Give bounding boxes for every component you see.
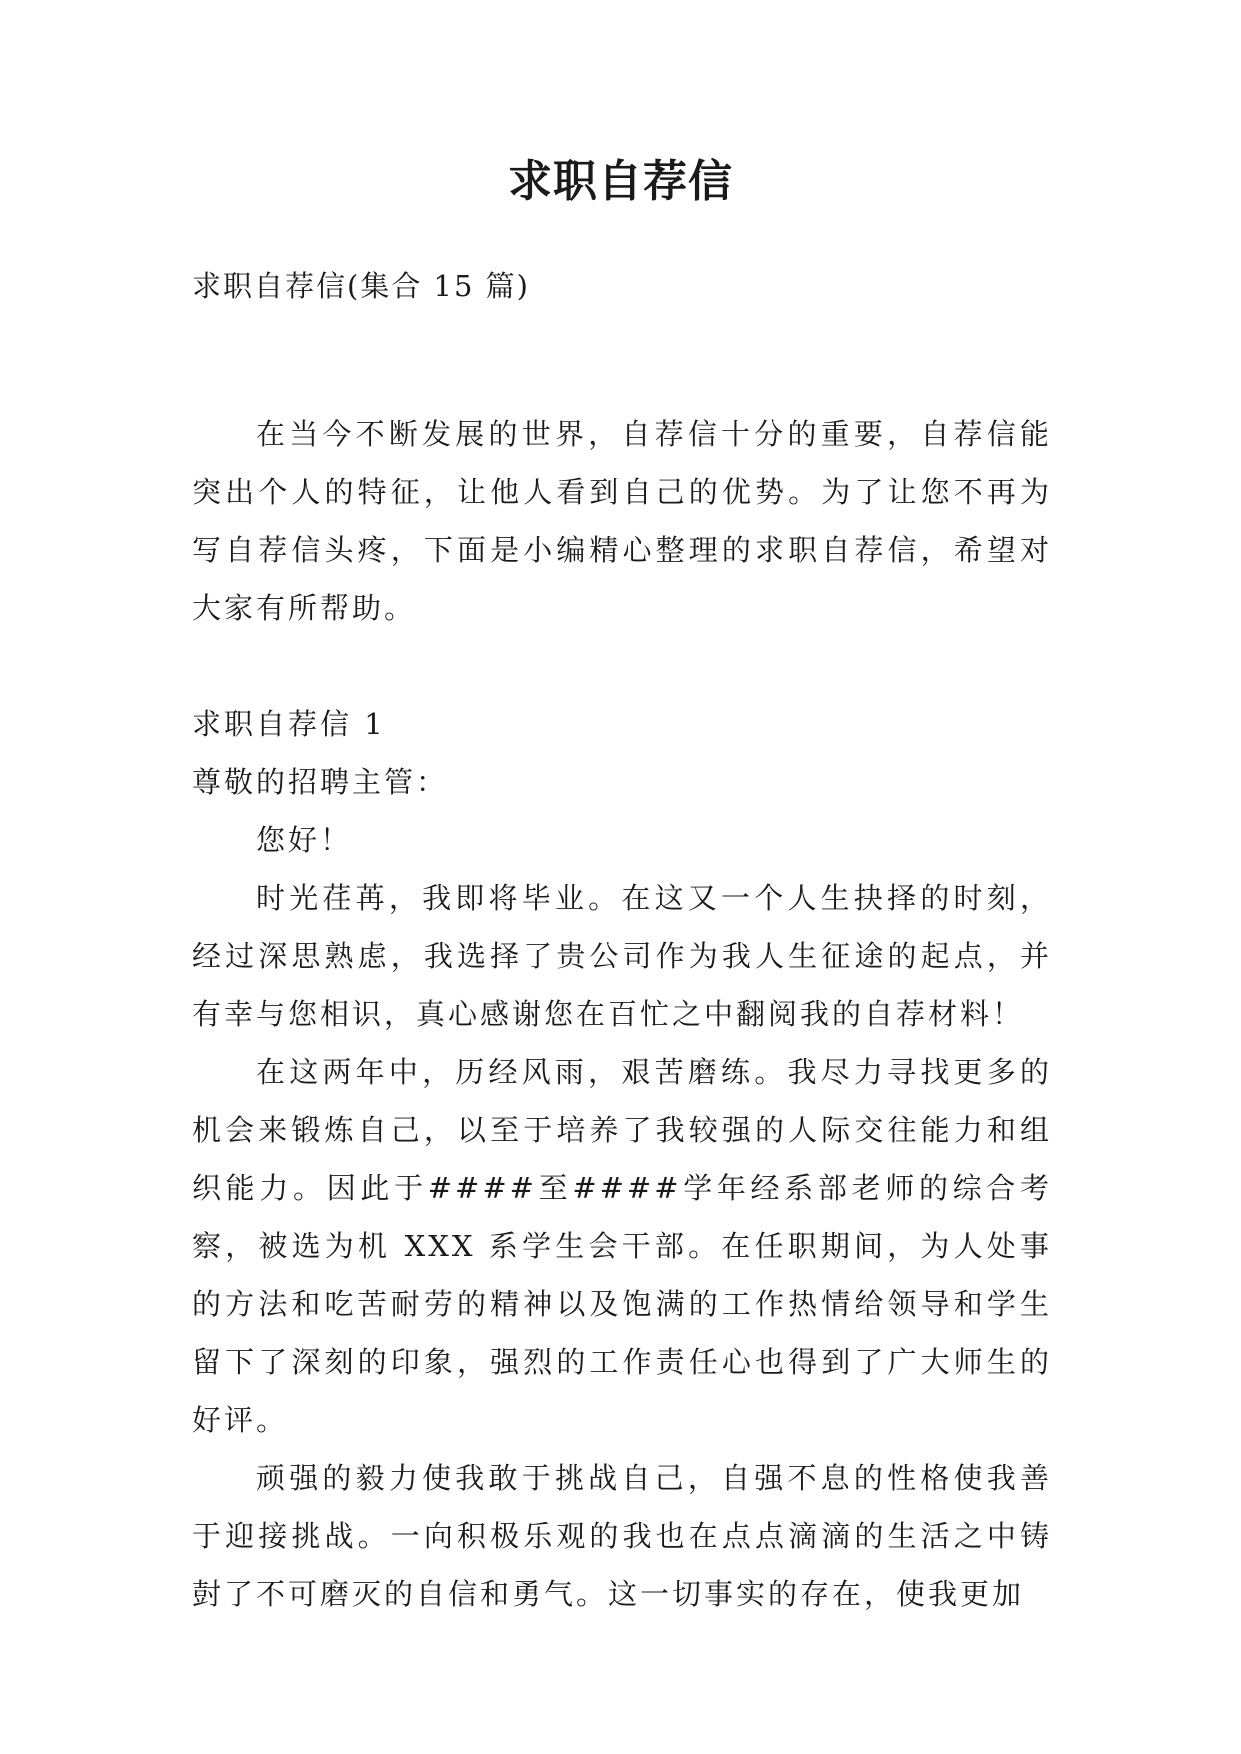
letter-paragraph: 在这两年中，历经风雨，艰苦磨练。我尽力寻找更多的机会来锻炼自己，以至于培养了我较强的人际交往能力和组织能力。因此于####至####学年经系部老师的综合考察，被选为机 XXX 系学生会干部。在任职期间，为人处事的方法和吃苦耐劳的精神以及饱满的工作热情给领导和学生留下了深刻的印象，强烈的工作责任心也得到了广大师生的好评。 xyxy=(192,1055,1052,1437)
letter-salutation: 尊敬的招聘主管： xyxy=(192,765,449,799)
letter-paragraph: 顽强的毅力使我敢于挑战自己，自强不息的性格使我善于迎接挑战。一向积极乐观的我也在点点滴滴的生活之中铸尌了不可磨灭的自信和勇气。这一切事实的存在，使我更加 xyxy=(192,1461,1052,1611)
intro-paragraph: 在当今不断发展的世界，自荐信十分的重要，自荐信能突出个人的特征，让他人看到自己的优势。为了让您不再为写自荐信头疼，下面是小编精心整理的求职自荐信，希望对大家有所帮助。 xyxy=(192,417,1052,625)
document-subtitle: 求职自荐信(集合 15 篇) xyxy=(192,269,530,303)
letter-greeting: 您好！ xyxy=(256,823,353,857)
letter-paragraph: 时光荏苒，我即将毕业。在这又一个人生抉择的时刻，经过深思熟虑，我选择了贵公司作为我人生征途的起点，并有幸与您相识，真心感谢您在百忙之中翻阅我的自荐材料！ xyxy=(192,881,1052,1031)
document-title: 求职自荐信 xyxy=(508,156,733,207)
intro-section xyxy=(192,405,1052,637)
letter-section xyxy=(192,695,1052,1623)
letter-heading: 求职自荐信 1 xyxy=(192,707,386,741)
